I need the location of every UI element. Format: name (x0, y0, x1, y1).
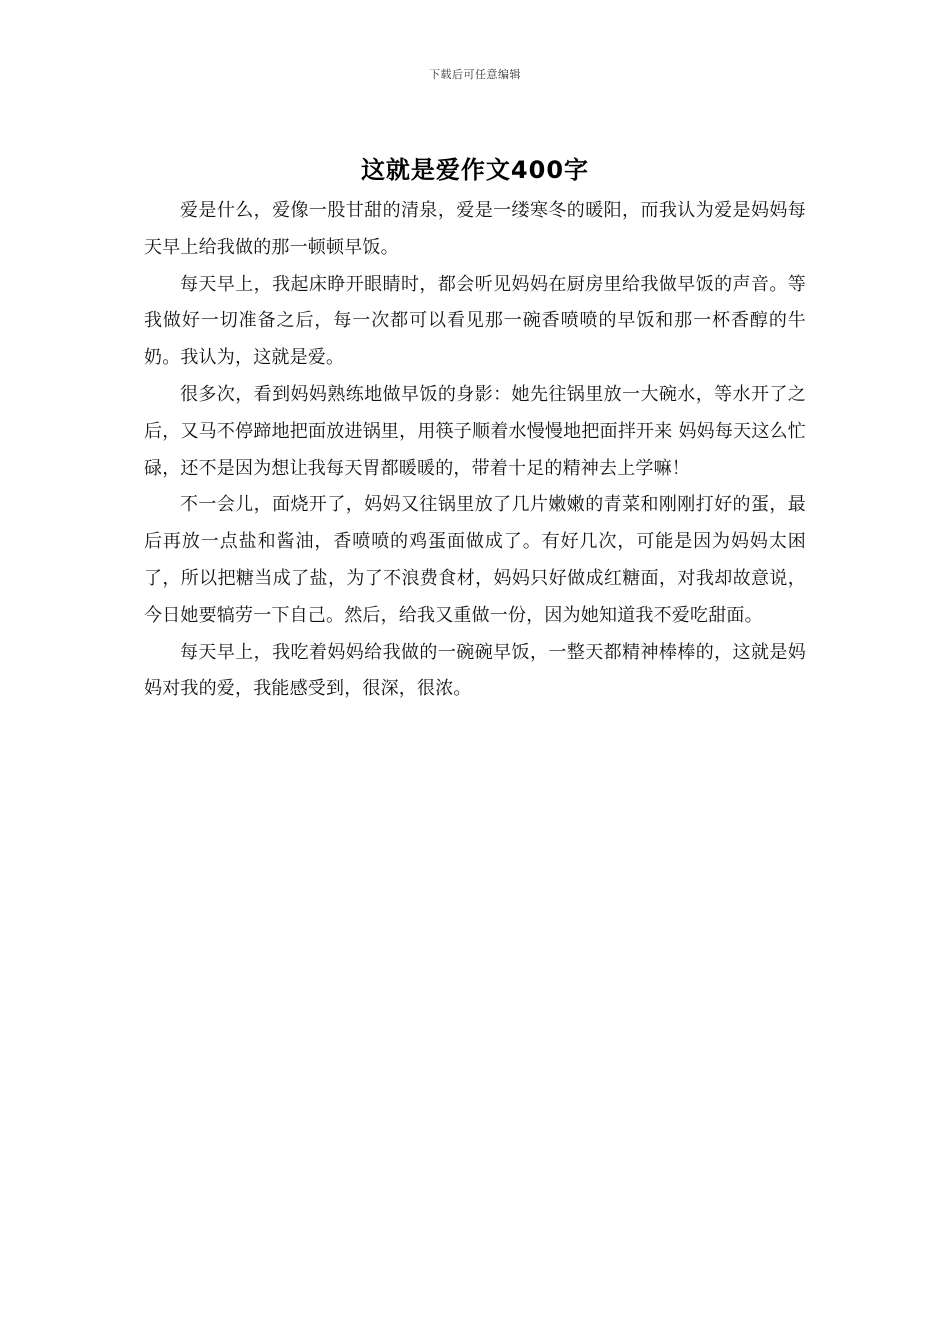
header-note: 下载后可任意编辑 (429, 68, 521, 81)
paragraph-1: 爱是什么，爱像一股甘甜的清泉，爱是一缕寒冬的暖阳，而我认为爱是妈妈每天早上给我做的那一顿顿早饭。 (144, 200, 806, 258)
essay-body (144, 193, 806, 708)
paragraph-3: 很多次，看到妈妈熟练地做早饭的身影：她先往锅里放一大碗水，等水开了之后，又马不停蹄地把面放进锅里，用筷子顺着水慢慢地把面拌开来 妈妈每天这么忙碌，还不是因为想让我每天胃都暖暖的，带着十足的精神去上学嘛！ (144, 383, 806, 479)
essay-title: 这就是爱作文400字 (360, 156, 590, 184)
paragraph-2: 每天早上，我起床睁开眼睛时，都会听见妈妈在厨房里给我做早饭的声音。等我做好一切准备之后，每一次都可以看见那一碗香喷喷的早饭和那一杯香醇的牛奶。我认为，这就是爱。 (144, 273, 806, 369)
paragraph-5: 每天早上，我吃着妈妈给我做的一碗碗早饭，一整天都精神棒棒的，这就是妈妈对我的爱，我能感受到，很深，很浓。 (144, 641, 806, 700)
paragraph-4: 不一会儿，面烧开了，妈妈又往锅里放了几片嫩嫩的青菜和刚刚打好的蛋，最后再放一点盐和酱油，香喷喷的鸡蛋面做成了。有好几次，可能是因为妈妈太困了，所以把糖当成了盐，为了不浪费食材，妈妈只好做成红糖面，对我却故意说，今日她要犒劳一下自己。然后，给我又重做一份，因为她知道我不爱吃甜面。 (144, 494, 806, 626)
